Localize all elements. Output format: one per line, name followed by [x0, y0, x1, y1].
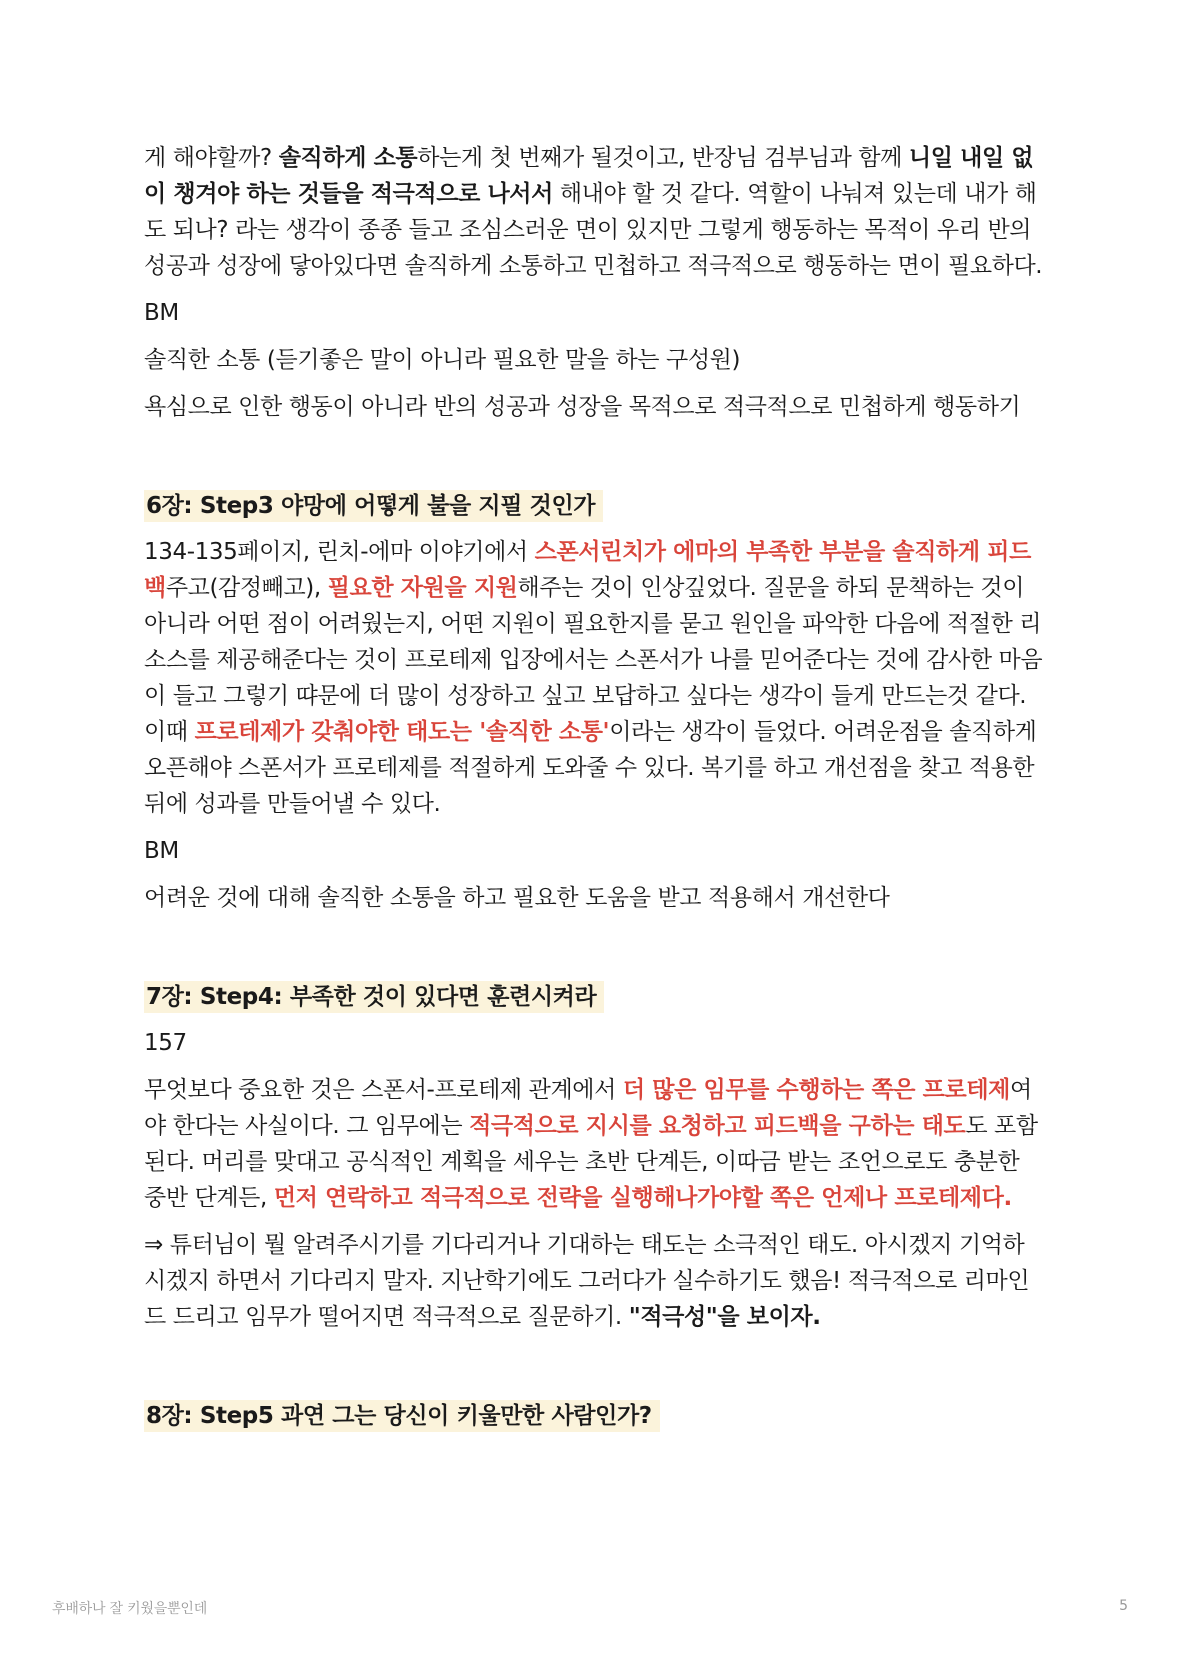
footer-page-number: 5	[1119, 1598, 1128, 1614]
text-run: 해주는 것이 인상깊었다. 질문을 하되 문책하는 것이 아니라 어떤 점이 어려웠는지, 어떤 지원이 필요한지를 묻고 원인을 파악한 다음에 적절한 리소스를 제공해준다는 것이 프로테제 입장에서는 스폰서가 나를 믿어준다는 것에 감사한 마음이 들고 그렇기 땨문에 더 많이 성장하고 싶고 보답하고 싶다는 생각이 들게 만드는것 같다. 이때	[144, 575, 1043, 745]
section-heading	[144, 1398, 1044, 1434]
highlighted-text: 프로테제가 갖춰야한 태도는 '솔직한 소통'	[194, 719, 610, 745]
text-run: 하는게 첫 번째가 될것이고, 반장님 검부님과 함께	[417, 145, 909, 171]
text-run: 여야 한다는 사실이다. 그 임무에는	[144, 1077, 1032, 1139]
text-run: 해내야 할 것 같다. 역할이 나눠져 있는데 내가 해도 되나? 라는 생각이 종종 들고 조심스러운 면이 있지만 그렇게 행동하는 목적이 우리 반의 성공과 성장에 닿아있다면 솔직하게 소통하고 민첩하고 적극적으로 행동하는 면이 필요하다.	[144, 181, 1043, 279]
section6-paragraph	[144, 534, 1044, 822]
highlighted-text: 먼저 연락하고 적극적으로 전략을 실행해나가야할 쪽은 언제나 프로테제다.	[273, 1185, 1012, 1211]
bm-label: BM	[144, 838, 179, 864]
document-body	[144, 140, 1044, 1444]
section-heading	[144, 979, 1044, 1015]
bm-item: 어려운 것에 대해 솔직한 소통을 하고 필요한 도움을 받고 적용해서 개선한다	[144, 885, 890, 911]
bold-text: "적극성"을 보이자.	[628, 1304, 821, 1330]
bold-text: 솔직하게 소통	[278, 145, 418, 171]
bold-text: 니일 내일 없이 챙겨야 하는 것들을 적극적으로 나서서	[144, 145, 1034, 207]
section-heading	[144, 488, 1044, 524]
text-run: 이라는 생각이 들었다. 어려운점을 솔직하게 오픈해야 스폰서가 프로테제를 적절하게 도와줄 수 있다. 복기를 하고 개선점을 찾고 적용한 뒤에 성과를 만들어낼 수 있다.	[144, 719, 1037, 817]
highlighted-text: 스폰서린치가 에마의 부족한 부분을 솔직하게 피드백	[144, 539, 1031, 601]
highlighted-text: 필요한 자원을 지원	[327, 575, 518, 601]
bm-item: 솔직한 소통 (듣기좋은 말이 아니라 필요한 말을 하는 구성원)	[144, 347, 741, 373]
highlighted-text: 적극적으로 지시를 요청하고 피드백을 구하는 태도	[469, 1113, 966, 1139]
footer-document-title: 후배하나 잘 키웠을뿐인데	[52, 1601, 208, 1617]
text-run: 주고(감정빼고),	[165, 575, 328, 601]
text-run: 도 포함된다. 머리를 맞대고 공식적인 계획을 세우는 초반 단계든, 이따금 받는 조언으로도 충분한 중반 단계든,	[144, 1113, 1038, 1211]
text-run: ⇒ 튜터님이 뭘 알려주시기를 기다리거나 기대하는 태도는 소극적인 태도. 아시겠지 기억하시겠지 하면서 기다리지 말자. 지난학기에도 그러다가 실수하기도 했음! 적극적으로 리마인드 드리고 임무가 떨어지면 적극적으로 질문하기.	[144, 1232, 1030, 1330]
bm-label: BM	[144, 300, 179, 326]
page-reference: 157	[144, 1030, 187, 1056]
section6-heading: 6장: Step3 야망에 어떻게 불을 지필 것인가	[144, 490, 603, 522]
text-run: 게 해야할까?	[144, 145, 279, 171]
bm-item: 욕심으로 인한 행동이 아니라 반의 성공과 성장을 목적으로 적극적으로 민첩하게 행동하기	[144, 394, 1021, 420]
section8-heading: 8장: Step5 과연 그는 당신이 키울만한 사람인가?	[144, 1400, 660, 1432]
section7-quote-paragraph	[144, 1072, 1044, 1216]
section7-heading: 7장: Step4: 부족한 것이 있다면 훈련시켜라	[144, 981, 604, 1013]
section5-paragraph	[144, 140, 1044, 284]
section7-reflection-paragraph	[144, 1227, 1044, 1335]
text-run: 134-135페이지, 린치-에마 이야기에서	[144, 539, 535, 565]
highlighted-text: 더 많은 임무를 수행하는 쪽은 프로테제	[622, 1077, 1010, 1103]
text-run: 무엇보다 중요한 것은 스폰서-프로테제 관계에서	[144, 1077, 623, 1103]
